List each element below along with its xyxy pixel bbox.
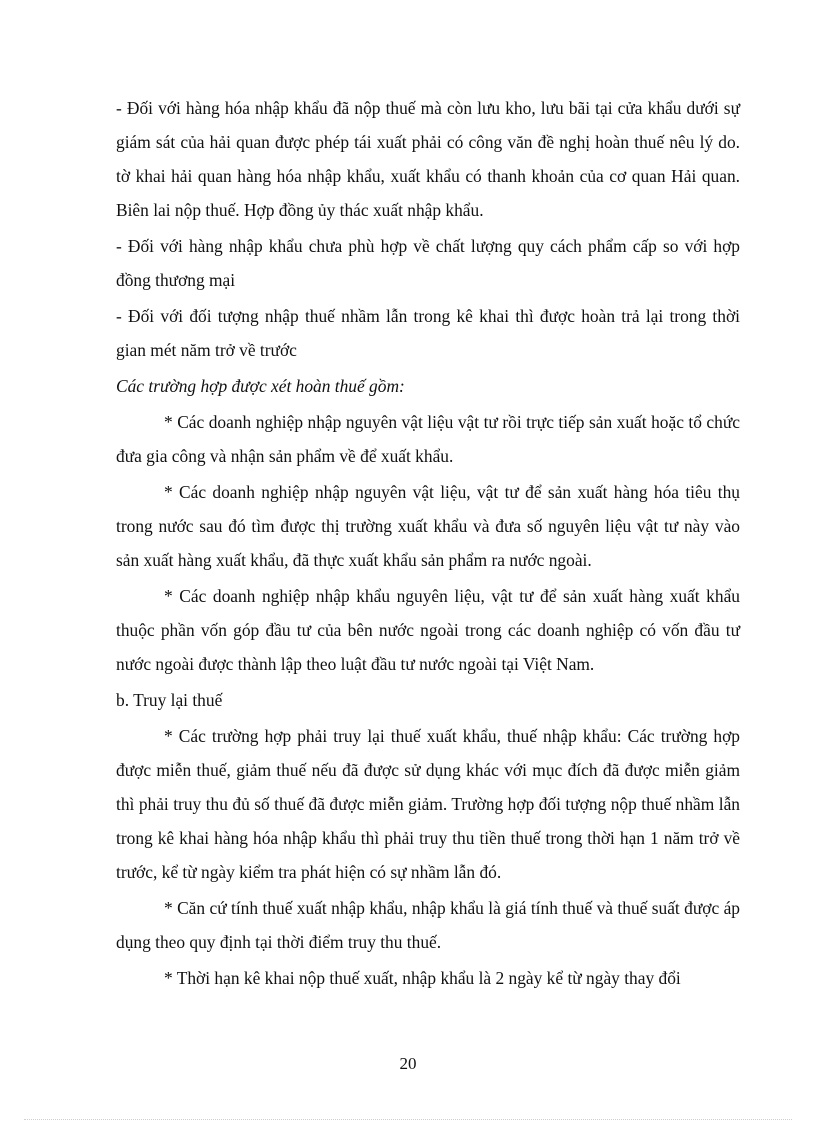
paragraph-refund-case-1: * Các doanh nghiệp nhập nguyên vật liệu vật tư rồi trực tiếp sản xuất hoặc tổ chức đưa gia công và nhận sản phẩm về để xuất khẩu.	[116, 412, 740, 466]
section-heading-refund-cases: Các trường hợp được xét hoàn thuế gồm:	[116, 376, 405, 396]
paragraph-declaration-deadline: * Thời hạn kê khai nộp thuế xuất, nhập khẩu là 2 ngày kể từ ngày thay đổi	[164, 968, 681, 988]
paragraph-refund-case-2: * Các doanh nghiệp nhập nguyên vật liệu, vật tư để sản xuất hàng hóa tiêu thụ trong nước sau đó tìm được thị trường xuất khẩu và đưa số nguyên liệu vật tư này vào sản xuất hàng xuất khẩu, đã thực xuất khẩu sản phẩm ra nước ngoài.	[116, 482, 740, 570]
paragraph-quality-mismatch: - Đối với hàng nhập khẩu chưa phù hợp về chất lượng quy cách phẩm cấp so với hợp đồng thương mại	[116, 236, 740, 290]
paragraph-declaration-error: - Đối với đối tượng nhập thuế nhầm lẫn trong kê khai thì được hoàn trả lại trong thời gian mét năm trở về trước	[116, 306, 740, 360]
page-number: 20	[399, 1054, 417, 1073]
paragraph-arrears-cases: * Các trường hợp phải truy lại thuế xuất khẩu, thuế nhập khẩu: Các trường hợp được miễn thuế, giảm thuế nếu đã được sử dụng khác với mục đích đã được miễn giảm thì phải truy thu đủ số thuế đã được miễn giảm. Trường hợp đối tượng nộp thuế nhầm lẫn trong kê khai hàng hóa nhập khẩu thì phải truy thu tiền thuế trong thời hạn 1 năm trở về trước, kể từ ngày kiểm tra phát hiện có sự nhầm lẫn đó.	[116, 726, 740, 882]
paragraph-stored-goods-refund: - Đối với hàng hóa nhập khẩu đã nộp thuế mà còn lưu kho, lưu bãi tại cửa khẩu dưới sự giám sát của hải quan được phép tái xuất phải có công văn đề nghị hoàn thuế nêu lý do. tờ khai hải quan hàng hóa nhập khẩu, xuất khẩu có thanh khoản của cơ quan Hải quan. Biên lai nộp thuế. Hợp đồng ủy thác xuất nhập khẩu.	[116, 98, 740, 220]
paragraph-refund-case-3: * Các doanh nghiệp nhập khẩu nguyên liệu, vật tư để sản xuất hàng xuất khẩu thuộc phần vốn góp đầu tư của bên nước ngoài trong các doanh nghiệp có vốn đầu tư nước ngoài được thành lập theo luật đầu tư nước ngoài tại Việt Nam.	[116, 586, 740, 674]
document-body	[116, 91, 740, 997]
paragraph-arrears-basis: * Căn cứ tính thuế xuất nhập khẩu, nhập khẩu là giá tính thuế và thuế suất được áp dụng theo quy định tại thời điểm truy thu thuế.	[116, 898, 740, 952]
section-heading-tax-arrears: b. Truy lại thuế	[116, 690, 223, 710]
page-bottom-divider	[24, 1119, 792, 1120]
